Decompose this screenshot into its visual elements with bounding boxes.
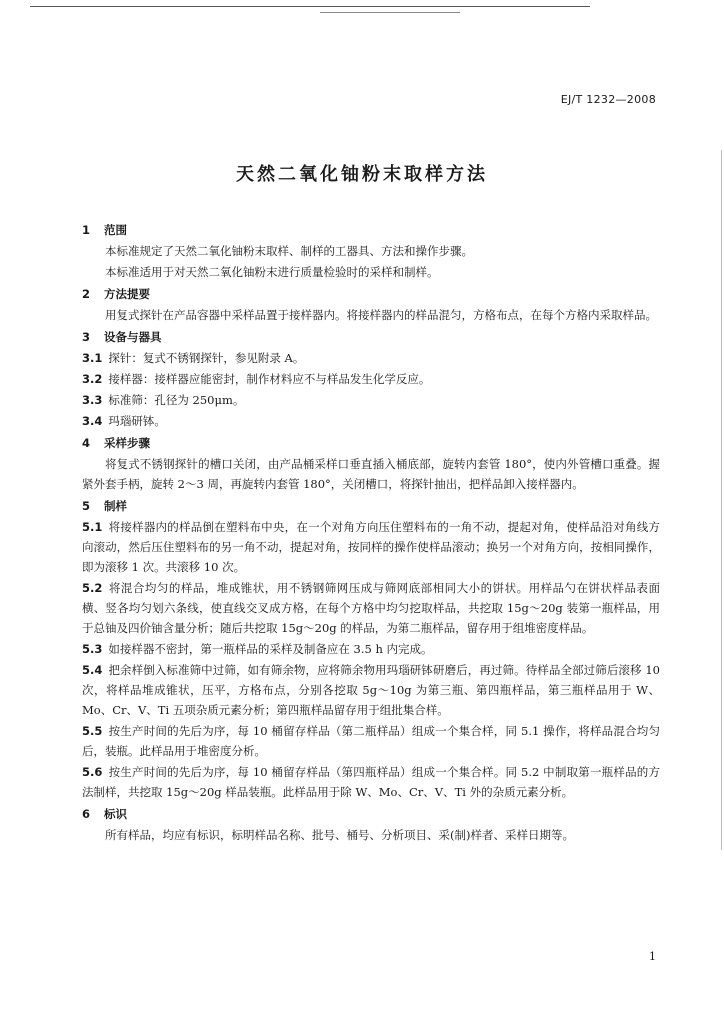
clause-number: 3.4 xyxy=(82,414,103,428)
section-title: 方法提要 xyxy=(104,287,150,301)
section-number: 6 xyxy=(82,807,91,821)
clause-text: 探针：复式不锈钢探针，参见附录 A。 xyxy=(108,351,305,365)
clause-text: 玛瑙研钵。 xyxy=(108,414,166,428)
scan-artifact-line xyxy=(30,6,590,7)
section-number: 5 xyxy=(82,499,91,513)
paragraph: 所有样品，均应有标识，标明样品名称、批号、桶号、分析项目、采(制)样者、采样日期等。 xyxy=(105,828,574,842)
clause-text: 按生产时间的先后为序，每 10 桶留存样品（第二瓶样品）组成一个集合样，同 5.1 操作，将样品混合均匀后，装瓶。此样品用于堆密度分析。 xyxy=(82,724,660,758)
section-heading xyxy=(82,804,660,824)
scan-artifact-line xyxy=(320,12,460,13)
paragraph: 本标准适用于对天然二氧化铀粉末进行质量检验时的采样和制样。 xyxy=(105,265,439,279)
standard-code: EJ/T 1232—2008 xyxy=(560,93,656,106)
clause-number: 5.3 xyxy=(82,642,103,656)
clause-number: 5.6 xyxy=(82,765,103,779)
clause-text: 将接样器内的样品倒在塑料布中央，在一个对角方向压住塑料布的一角不动，提起对角，使样品沿对角线方向滚动，然后压住塑料布的另一角不动，提起对角，按同样的操作使样品滚动；换另一个对角方向，按相同操作，即为滚移 1 次。共滚移 10 次。 xyxy=(82,520,660,574)
section-number: 1 xyxy=(82,223,91,237)
clause-number: 3.3 xyxy=(82,393,103,407)
section-title: 采样步骤 xyxy=(104,436,150,450)
scan-artifact-edge xyxy=(721,150,722,850)
section-heading xyxy=(82,496,660,516)
clause-number: 5.5 xyxy=(82,724,103,738)
clause-number: 5.4 xyxy=(82,663,103,677)
clause-text: 按生产时间的先后为序，每 10 桶留存样品（第四瓶样品）组成一个集合样。同 5.2 中制取第一瓶样品的方法制样，共挖取 15g～20g 样品装瓶。此样品用于除 W、Mo、Cr、V、Ti 外的杂质元素分析。 xyxy=(82,765,660,799)
page-number: 1 xyxy=(649,950,656,963)
section-heading xyxy=(82,220,660,240)
section-title: 设备与器具 xyxy=(104,330,162,344)
section-title: 标识 xyxy=(104,807,127,821)
clause xyxy=(82,411,660,431)
section-heading xyxy=(82,433,660,453)
clause xyxy=(82,390,660,410)
clause xyxy=(82,639,660,659)
section-heading xyxy=(82,284,660,304)
clause-number: 3.2 xyxy=(82,372,103,386)
section-heading xyxy=(82,327,660,347)
clause-number: 3.1 xyxy=(82,351,103,365)
clause-text: 标准筛：孔径为 250μm。 xyxy=(108,393,245,407)
paragraph: 本标准规定了天然二氧化铀粉末取样、制样的工器具、方法和操作步骤。 xyxy=(105,244,473,258)
paragraph: 用复式探针在产品容器中采样品置于接样器内。将接样器内的样品混匀，方格布点，在每个方格内采取样品。 xyxy=(105,308,657,322)
paragraph: 将复式不锈钢探针的槽口关闭，由产品桶采样口垂直插入桶底部，旋转内套管 180°，使内外管槽口重叠。握紧外套手柄，旋转 2～3 周，再旋转内套管 180°，关闭槽口，将探针抽出，把样品卸入接样器内。 xyxy=(82,457,660,491)
section-number: 2 xyxy=(82,287,91,301)
clause xyxy=(82,369,660,389)
clause xyxy=(82,517,660,577)
section-title: 制样 xyxy=(104,499,127,513)
clause xyxy=(82,660,660,720)
document-body xyxy=(82,218,660,846)
section-title: 范围 xyxy=(104,223,127,237)
clause xyxy=(82,762,660,802)
clause xyxy=(82,721,660,761)
clause-number: 5.2 xyxy=(82,581,103,595)
clause-text: 把余样倒入标准筛中过筛，如有筛余物，应将筛余物用玛瑙研钵研磨后，再过筛。待样品全部过筛后滚移 10 次，将样品堆成锥状，压平，方格布点，分别各挖取 5g～10g 为第三瓶、第四瓶样品，第三瓶样品用于 W、Mo、Cr、V、Ti 五项杂质元素分析；第四瓶样品留存用于组批集合样。 xyxy=(82,663,660,717)
clause-text: 如接样器不密封，第一瓶样品的采样及制备应在 3.5 h 内完成。 xyxy=(108,642,433,656)
clause-number: 5.1 xyxy=(82,520,103,534)
clause xyxy=(82,348,660,368)
document-title: 天然二氧化铀粉末取样方法 xyxy=(236,164,488,185)
clause xyxy=(82,578,660,638)
clause-text: 将混合均匀的样品，堆成锥状，用不锈钢筛网压成与筛网底部相同大小的饼状。用样品勺在饼状样品表面横、竖各均匀划六条线，使直线交叉成方格，在每个方格中均匀挖取样品，共挖取 15g～20g 装第一瓶样品，用于总铀及四价铀含量分析；随后共挖取 15g～20g 的样品，为第二瓶样品，留存用于组堆密度样品。 xyxy=(82,581,660,635)
section-number: 4 xyxy=(82,436,91,450)
section-number: 3 xyxy=(82,330,91,344)
clause-text: 接样器：接样器应能密封，制作材料应不与样品发生化学反应。 xyxy=(108,372,431,386)
